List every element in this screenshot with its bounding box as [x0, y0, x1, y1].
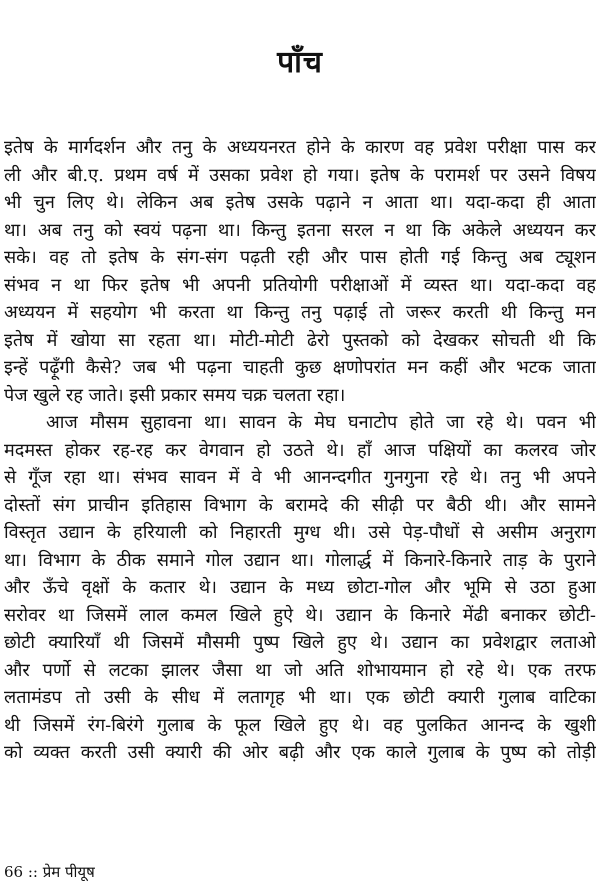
text-line: इन्हें पढ़ूँगी कैसे? जब भी पढ़ना चाहती कुछ क्षणोपरांत मन कहीं और भटक जाता	[4, 357, 596, 378]
text-line: और पर्णो से लटका झालर जैसा था जो अति शोभायमान हो रहे थे। एक तरफ	[4, 659, 596, 681]
text-line: और ऊँचे वृक्षों के कतार थे। उद्यान के मध्य छोटा-गोल और भूमि से उठा हुआ	[4, 577, 596, 598]
text-line: अध्ययन में सहयोग भी करता था किन्तु तनु पढ़ाई तो जरूर करती थी किन्तु मन	[4, 302, 596, 323]
text-line: विस्तृत उद्यान के हरियाली को निहारती मुग्ध थी। उसे पेड़-पौधों से असीम अनुराग	[4, 522, 596, 543]
chapter-title: पाँच	[277, 45, 323, 80]
text-line: दोस्तों संग प्राचीन इतिहास विभाग के बरामदे की सीढ़ी पर बैठी थी। और सामने	[4, 494, 596, 516]
text-line: ली और बी.ए. प्रथम वर्ष में उसका प्रवेश हो गया। इतेष के परामर्श पर उसने विषय	[4, 164, 596, 186]
text-line: छोटी क्यारियाँ थी जिसमें मौसमी पुष्प खिले हुए थे। उद्यान का प्रवेशद्वार लताओ	[4, 632, 596, 653]
text-line: से गूँज रहा था। संभव सावन में वे भी आनन्दगीत गुनगुना रहे थे। तनु भी अपने	[4, 467, 596, 488]
text-line: इतेष के मार्गदर्शन और तनु के अध्ययनरत होने के कारण वह प्रवेश परीक्षा पास कर	[4, 137, 596, 158]
text-line: आज मौसम सुहावना था। सावन के मेघ घनाटोप होते जा रहे थे। पवन भी	[46, 412, 596, 433]
text-line: इतेष में खोया सा रहता था। मोटी-मोटी ढेरो पुस्तको को देखकर सोचती थी कि	[4, 329, 596, 351]
text-line: था। अब तनु को स्वयं पढ़ना था। किन्तु इतना सरल न था कि अकेले अध्ययन कर	[4, 219, 596, 241]
page-footer: 66 :: प्रेम पीयूष	[4, 863, 95, 881]
text-line: संभव न था फिर इतेष भी अपनी प्रतियोगी परीक्षाओं में व्यस्त था। यदा-कदा वह	[4, 274, 596, 296]
text-line: भी चुन लिए थे। लेकिन अब इतेष उसके पढ़ाने न आता था। यदा-कदा ही आता	[4, 192, 596, 213]
text-line: मदमस्त होकर रह-रह कर वेगवान हो उठते थे। हाँ आज पक्षियों का कलरव जोर	[4, 439, 596, 461]
text-line: लतामंडप तो उसी के सीध में लतागृह भी था। एक छोटी क्यारी गुलाब वाटिका	[4, 687, 596, 708]
body-text	[4, 134, 596, 767]
text-line: को व्यक्त करती उसी क्यारी की ओर बढ़ी और एक काले गुलाब के पुष्प को तोड़ी	[4, 742, 596, 763]
text-line: सरोवर था जिसमें लाल कमल खिले हुऐ थे। उद्यान के किनारे मेंढी बनाकर छोटी-	[4, 604, 596, 626]
text-line: सके। वह तो इतेष के संग-संग पढ़ती रही और पास होती गई किन्तु अब ट्यूशन	[4, 247, 596, 268]
text-line: पेज खुले रह जाते। इसी प्रकार समय चक्र चलता रहा।	[4, 384, 346, 406]
text-line: था। विभाग के ठीक समाने गोल उद्यान था। गोलार्द्ध में किनारे-किनारे ताड़ के पुराने	[4, 549, 596, 571]
text-line: थी जिसमें रंग-बिरंगे गुलाब के फूल खिले हुए थे। वह पुलकित आनन्द के खुशी	[4, 714, 596, 736]
